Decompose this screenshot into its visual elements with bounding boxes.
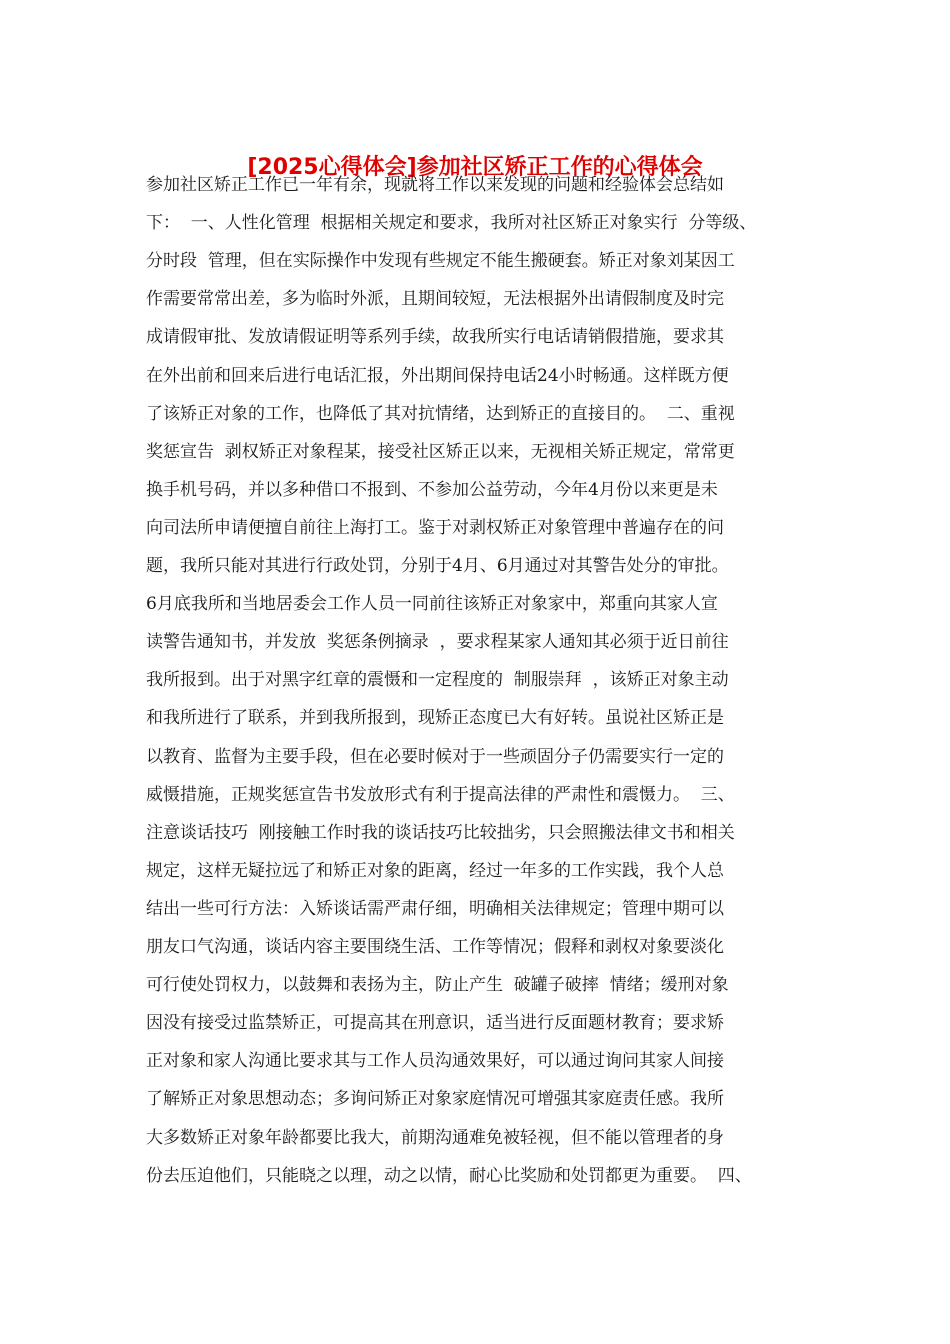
text-line: 换手机号码，并以多种借口不报到、不参加公益劳动，今年4月份以来更是未	[146, 479, 718, 500]
text-line: 了该矫正对象的工作，也降低了其对抗情绪，达到矫正的直接目的。 二、重视	[146, 403, 735, 424]
text-line: 了解矫正对象思想动态；多询问矫正对象家庭情况可增强其家庭责任感。我所	[146, 1089, 724, 1110]
text-line: 分时段 管理，但在实际操作中发现有些规定不能生搬硬套。矫正对象刘某因工	[146, 251, 735, 272]
text-line: 向司法所申请便擅自前往上海打工。鉴于对剥权矫正对象管理中普遍存在的问	[146, 517, 724, 538]
text-line: 我所报到。出于对黑字红章的震慑和一定程度的 制服崇拜 ，该矫正对象主动	[146, 670, 729, 691]
text-line: 注意谈话技巧 刚接触工作时我的谈话技巧比较拙劣，只会照搬法律文书和相关	[146, 822, 735, 843]
text-line: 成请假审批、发放请假证明等系列手续，故我所实行电话请销假措施，要求其	[146, 327, 724, 348]
text-line: 作需要常常出差，多为临时外派，且期间较短，无法根据外出请假制度及时完	[146, 289, 724, 310]
text-line: 份去压迫他们，只能晓之以理，动之以情，耐心比奖励和处罚都更为重要。 四、	[146, 1165, 752, 1186]
text-line: 6月底我所和当地居委会工作人员一同前往该矫正对象家中，郑重向其家人宣	[146, 594, 718, 615]
text-line: 在外出前和回来后进行电话汇报，外出期间保持电话24小时畅通。这样既方便	[146, 365, 729, 386]
text-line: 正对象和家人沟通比要求其与工作人员沟通效果好，可以通过询问其家人间接	[146, 1051, 724, 1072]
text-line: 奖惩宣告 剥权矫正对象程某，接受社区矫正以来，无视相关矫正规定，常常更	[146, 441, 735, 462]
text-line: 朋友口气沟通，谈话内容主要围绕生活、工作等情况；假释和剥权对象要淡化	[146, 937, 724, 957]
text-line: 下： 一、人性化管理 根据相关规定和要求，我所对社区矫正对象实行 分等级、	[146, 213, 757, 234]
text-line: 因没有接受过监禁矫正，可提高其在刑意识，适当进行反面题材教育；要求矫	[146, 1013, 724, 1034]
document-title: [2025心得体会]参加社区矫正工作的心得体会	[247, 155, 703, 180]
text-line: 参加社区矫正工作已一年有余，现就将工作以来发现的问题和经验体会总结如	[146, 175, 724, 195]
text-line: 可行使处罚权力，以鼓舞和表扬为主，防止产生 破罐子破摔 情绪；缓刑对象	[146, 975, 729, 996]
text-line: 和我所进行了联系，并到我所报到，现矫正态度已大有好转。虽说社区矫正是	[146, 708, 724, 729]
text-line: 读警告通知书，并发放 奖惩条例摘录 ，要求程某家人通知其必须于近日前往	[146, 632, 729, 653]
text-line: 规定，这样无疑拉远了和矫正对象的距离，经过一年多的工作实践，我个人总	[146, 860, 724, 881]
text-line: 结出一些可行方法：入矫谈话需严肃仔细，明确相关法律规定；管理中期可以	[146, 898, 724, 919]
text-line: 以教育、监督为主要手段，但在必要时候对于一些顽固分子仍需要实行一定的	[146, 746, 724, 767]
text-line: 威慑措施，正规奖惩宣告书发放形式有利于提高法律的严肃性和震慑力。 三、	[146, 784, 735, 805]
text-line: 题，我所只能对其进行行政处罚，分别于4月、6月通过对其警告处分的审批。	[146, 556, 729, 576]
text-line: 大多数矫正对象年龄都要比我大，前期沟通难免被轻视，但不能以管理者的身	[146, 1127, 724, 1148]
